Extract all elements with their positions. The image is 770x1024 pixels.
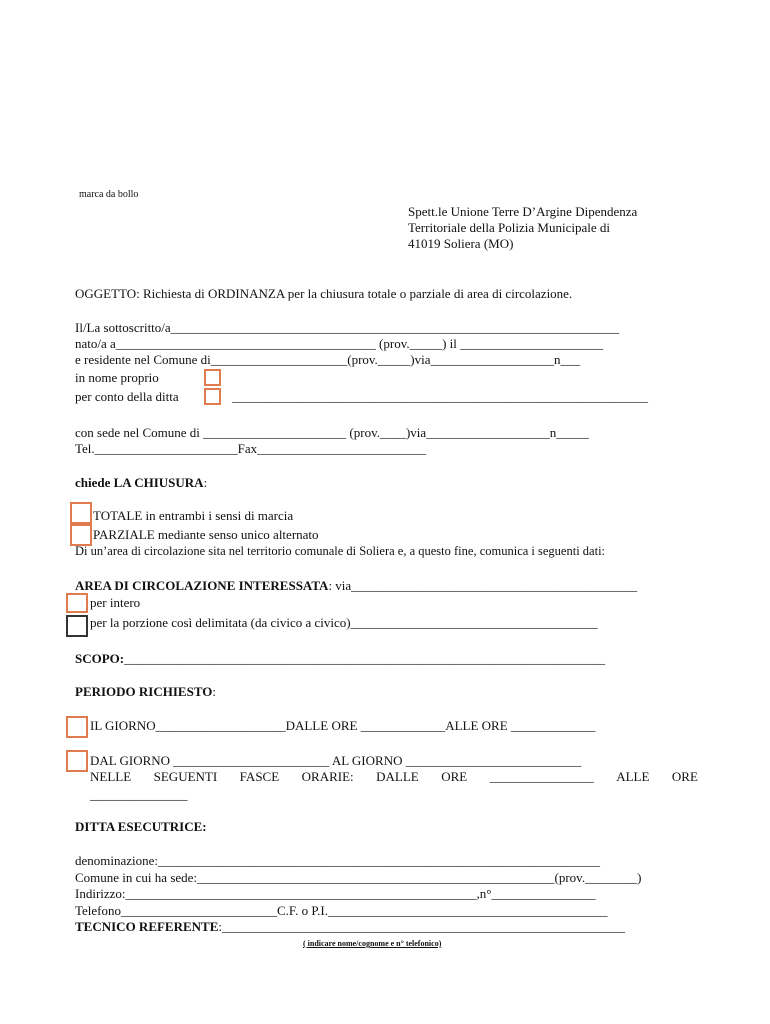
slots-word: ORARIE: bbox=[301, 769, 354, 784]
period-heading-line bbox=[75, 684, 216, 700]
contractor-town-field[interactable]: Comune in cui ha sede:_______________________________________________________(prov.________) bbox=[75, 870, 642, 885]
purpose-line bbox=[75, 651, 605, 667]
purpose-field[interactable]: __________________________________________________________________________ bbox=[124, 651, 606, 666]
date-range-checkbox[interactable] bbox=[66, 750, 88, 772]
recipient-line-3: 41019 Soliera (MO) bbox=[408, 236, 514, 251]
applicant-name-field[interactable]: Il/La sottoscritto/a_____________________________________________________________________ bbox=[75, 320, 620, 335]
date-range-field[interactable]: DAL GIORNO ________________________ AL GIORNO ___________________________ bbox=[90, 753, 582, 768]
slots-word: SEGUENTI bbox=[153, 769, 218, 784]
recipient-line-2: Territoriale della Polizia Municipale di bbox=[408, 220, 610, 235]
own-name-label: in nome proprio bbox=[75, 370, 159, 385]
entire-checkbox[interactable] bbox=[66, 593, 88, 613]
entire-label: per intero bbox=[90, 595, 141, 610]
single-day-field[interactable]: IL GIORNO____________________DALLE ORE _____________ALLE ORE _____________ bbox=[90, 718, 596, 733]
request-heading bbox=[75, 475, 207, 491]
slots-word: ALLE bbox=[616, 769, 650, 784]
request-heading-text: chiede LA CHIUSURA bbox=[75, 475, 204, 490]
area-description: Di un’area di circolazione sita nel territorio comunale di Soliera e, a questo fine, comunica i seguenti dati: bbox=[75, 544, 606, 558]
portion-field[interactable]: per la porzione così delimitata (da civico a civico)______________________________________ bbox=[90, 615, 598, 630]
slots-to-field[interactable]: _______________ bbox=[90, 787, 188, 802]
area-heading-line bbox=[75, 578, 637, 594]
contractor-phone-field[interactable]: Telefono________________________C.F. o P.I.___________________________________________ bbox=[75, 903, 608, 918]
company-label: per conto della ditta bbox=[75, 389, 179, 404]
area-via-field[interactable]: : via____________________________________________ bbox=[328, 578, 638, 593]
tech-referent-note: ( indicare nome/cognome e n° telefonico) bbox=[303, 939, 442, 948]
slots-word: DALLE bbox=[376, 769, 419, 784]
slots-word: FASCE bbox=[239, 769, 280, 784]
total-closure-label: TOTALE in entrambi i sensi di marcia bbox=[93, 508, 294, 523]
applicant-birth-field[interactable]: nato/a a________________________________________ (prov._____) il ______________________ bbox=[75, 336, 604, 351]
stamp-label: marca da bollo bbox=[79, 189, 139, 200]
company-checkbox[interactable] bbox=[204, 388, 221, 405]
period-heading-colon: : bbox=[212, 684, 217, 699]
portion-checkbox[interactable] bbox=[66, 615, 88, 637]
tech-referent-heading: TECNICO REFERENTE bbox=[75, 919, 219, 934]
contractor-name-field[interactable]: denominazione:____________________________________________________________________ bbox=[75, 853, 601, 868]
total-closure-checkbox[interactable] bbox=[70, 502, 92, 524]
slots-word: ORE bbox=[671, 769, 698, 784]
purpose-heading: SCOPO: bbox=[75, 651, 125, 666]
contractor-heading: DITTA ESECUTRICE: bbox=[75, 819, 207, 834]
applicant-residence-field[interactable]: e residente nel Comune di_____________________(prov._____)via___________________n___ bbox=[75, 352, 581, 367]
contractor-address-field[interactable]: Indirizzo:______________________________________________________,n°________________ bbox=[75, 886, 596, 901]
slots-from-field[interactable]: ________________ bbox=[489, 769, 594, 784]
single-day-checkbox[interactable] bbox=[66, 716, 88, 738]
slots-word: ORE bbox=[441, 769, 468, 784]
own-name-checkbox[interactable] bbox=[204, 369, 221, 386]
company-seat-field[interactable]: con sede nel Comune di ______________________ (prov.____)via___________________n_____ bbox=[75, 425, 589, 440]
tech-referent-field[interactable]: :______________________________________________________________ bbox=[218, 919, 626, 934]
request-heading-colon: : bbox=[203, 475, 208, 490]
time-slots-line[interactable] bbox=[90, 769, 698, 785]
recipient-line-1: Spett.le Unione Terre D’Argine Dipendenza bbox=[408, 204, 638, 219]
tel-fax-field[interactable]: Tel.______________________Fax__________________________ bbox=[75, 441, 427, 456]
company-name-field[interactable]: ________________________________________________________________ bbox=[232, 389, 648, 404]
partial-closure-label: PARZIALE mediante senso unico alternato bbox=[93, 527, 319, 542]
area-heading: AREA DI CIRCOLAZIONE INTERESSATA bbox=[75, 578, 329, 593]
period-heading: PERIODO RICHIESTO bbox=[75, 684, 213, 699]
subject-line: OGGETTO: Richiesta di ORDINANZA per la chiusura totale o parziale di area di circolazione. bbox=[75, 286, 573, 301]
slots-word: NELLE bbox=[90, 769, 132, 784]
tech-referent-line bbox=[75, 919, 625, 935]
